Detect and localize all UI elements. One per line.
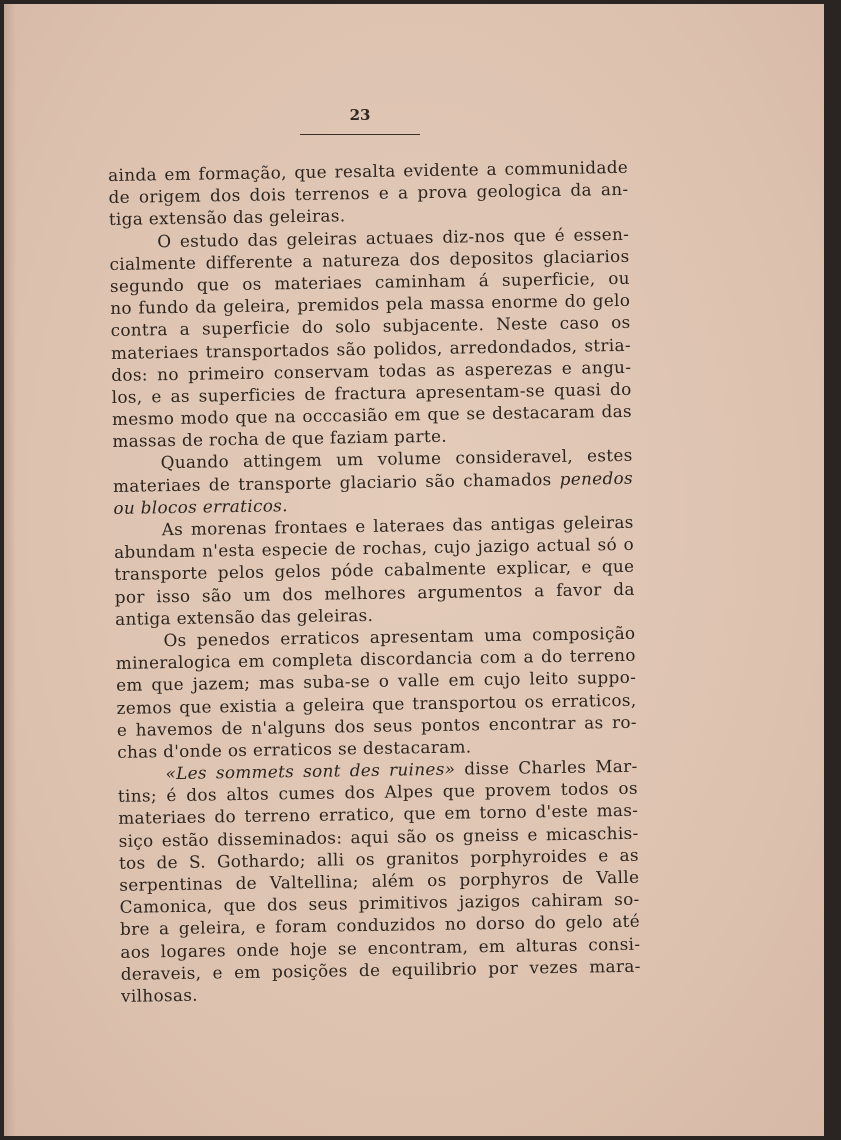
text-segment: materiaes de transporte glaciario são chamados [112,468,560,496]
text-line: serpentinas de Valtellina; além os porphyros de Valle [119,866,640,895]
text-line: contra a superficie do solo subjacente. Neste caso os [110,312,631,341]
text-line: vilhosas. [120,984,199,1006]
text-line: Os penedos erraticos apresentam uma composição [163,622,636,651]
text-line: antiga extensão das geleiras. [114,604,374,629]
text-line: tiga extensão das geleiras. [108,205,346,230]
text-line: e havemos de n'alguns dos seus pontos encontrar as ro- [116,711,637,740]
text-line: materiaes transportados são polidos, arredondados, stria- [110,334,632,363]
text-line: materiaes do terreno erratico, que em torno d'este mas- [118,800,639,829]
text-line: por isso são um dos melhores argumentos a favor da [114,578,635,607]
body-text [108,156,641,1007]
text-line: em que jazem; mas suba-se o valle em cujo leito suppo- [116,667,637,696]
text-line: tos de S. Gothardo; alli os granitos porphyroides e as [118,844,640,873]
text-line: los, e as superficies de fractura apresentam-se quasi do [111,378,632,407]
text-line: O estudo das geleiras actuaes diz-nos que é essen- [157,223,630,251]
text-line: Quando attingem um volume consideravel, estes [160,445,633,473]
text-line: dos: no primeiro conservam todas as asperezas e angu- [111,356,632,385]
text-line: As morenas frontaes e lateraes das antigas geleiras [161,511,634,540]
text-line: deraveis, e em posições de equilibrio por vezes mara- [120,955,641,984]
text-line: siço estão disseminados: aqui são os gneiss e micaschis- [118,822,639,851]
text-line: no fundo da geleira, premidos pela massa enorme do gelo [110,289,631,319]
italic-text: ou blocos erraticos. [113,495,288,518]
text-line: chas d'onde os erraticos se destacaram. [117,736,472,762]
text-line: mesmo modo que na occcasião em que se destacaram das [111,400,633,430]
text-line: transporte pelos gelos póde cabalmente explicar, e que [114,556,635,585]
text-line: ainda em formação, que resalta evidente a communidade [108,156,629,185]
text-line: bre a geleira, e foram conduzidos no dorso do gelo até [119,911,641,940]
text-line: tins; é dos altos cumes dos Alpes que provem todos os [117,778,639,807]
italic-text: «Les sommets sont des ruines» [165,758,456,784]
text-line: segundo que os materiaes caminham á superficie, ou [109,267,631,296]
text-line: de origem dos dois terrenos e a prova geologica da an- [108,179,629,208]
italic-text: penedos [559,467,634,489]
text-line: aos logares onde hoje se encontram, em alturas consi- [120,933,641,962]
text-segment: disse Charles Mar- [455,755,638,779]
text-line: massas de rocha de que faziam parte. [112,425,448,452]
page-binding-shadow [4,4,16,1136]
text-line: abundam n'esta especie de rochas, cujo jazigo actual só o [113,533,635,563]
text-line: mineralogica em completa discordancia com a do terreno [115,644,636,674]
text-line: cialmente differente a natureza dos depositos glaciarios [109,245,630,274]
text-line: Camonica, que dos seus primitivos jazigos cahiram so- [119,888,640,918]
header-rule [300,134,420,135]
text-line: zemos que existia a geleira que transportou os erraticos, [116,689,637,718]
page-number: 23 [349,106,371,124]
